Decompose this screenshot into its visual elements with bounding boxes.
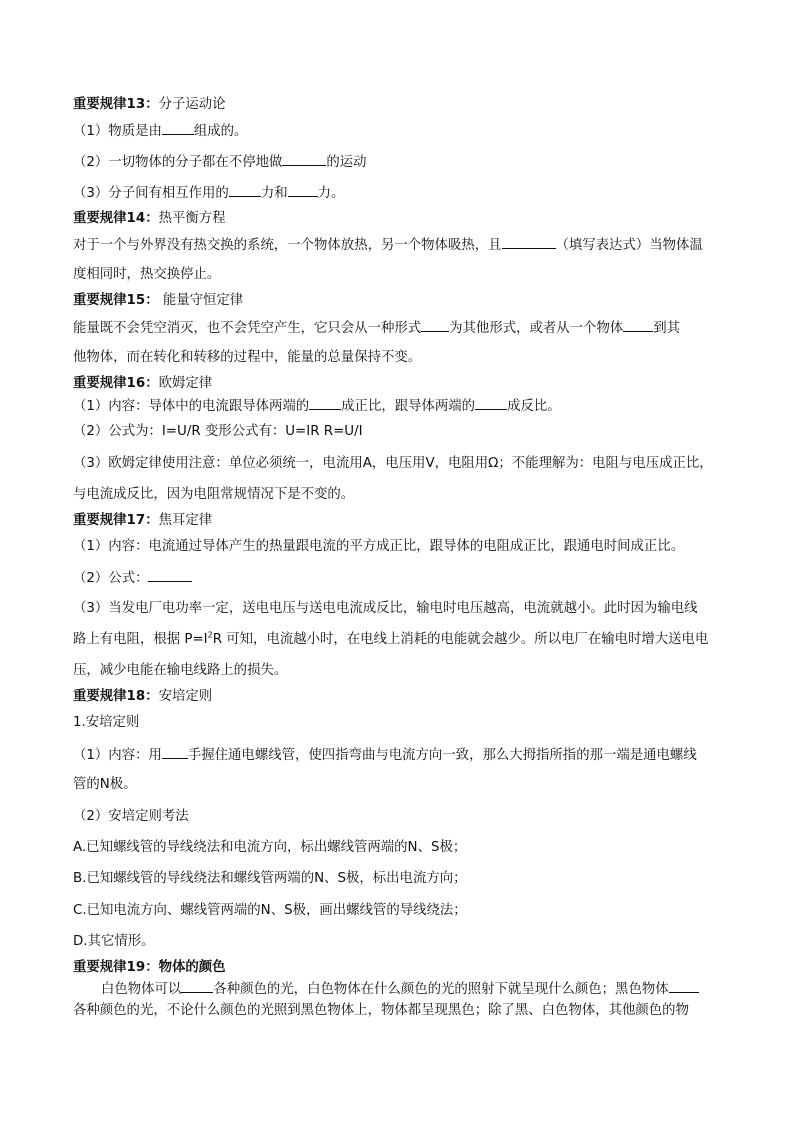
rule-19-heading: 重要规律19：物体的颜色	[73, 960, 226, 975]
fill-blank[interactable]	[282, 153, 326, 166]
fill-blank[interactable]	[148, 569, 192, 582]
rule-13-item-1: （1）物质是由 组成的。	[73, 124, 248, 139]
rule-17-item-3: （3）当发电厂电功率一定，送电电压与送电电流成反比，输电时电压越高，电流就越小。此时因为输电线	[73, 601, 698, 616]
rule-15-text: 能量既不会凭空消灭，也不会凭空产生，它只会从一种形式 为其他形式，或者从一个物体 到其	[73, 321, 681, 336]
rule-17-item-3-cont: 路上有电阻，根据 $P=I^2R$ 可知，电流越小时，在电线上消耗的电能就会越少。所以电厂在输电时增大送电电	[73, 630, 709, 647]
rule-13-heading: 重要规律13：分子运动论	[73, 97, 226, 112]
rule-17-item-1: （1）内容：电流通过导体产生的热量跟电流的平方成正比，跟导体的电阻成正比，跟通电时间成正比。	[73, 539, 685, 554]
rule-17-item-3-cont2: 压，减少电能在输电线路上的损失。	[73, 663, 288, 678]
rule-14-text-cont: 度相同时，热交换停止。	[73, 267, 221, 282]
fill-blank[interactable]	[669, 980, 699, 993]
rule-16-item-3: （3）欧姆定律使用注意：单位必须统一，电流用A，电压用V，电阻用Ω；不能理解为：电阻与电压成正比，	[73, 456, 713, 471]
rule-13-item-2: （2）一切物体的分子都在不停地做 的运动	[73, 155, 367, 170]
rule-17-item-2: （2）公式：	[73, 569, 192, 588]
rule-16-item-1: （1）内容：导体中的电流跟导体两端的 成正比，跟导体两端的 成反比。	[73, 399, 561, 414]
rule-18-item-1: （1）内容：用 手握住通电螺线管，使四指弯曲与电流方向一致，那么大拇指所指的那一端是通电螺线	[73, 748, 697, 763]
rule-14-text: 对于一个与外界没有热交换的系统，一个物体放热，另一个物体吸热，且 （填写表达式）当物体温	[73, 238, 703, 253]
rule-15-heading: 重要规律15： 能量守恒定律	[73, 293, 244, 308]
rule-18-heading: 重要规律18：安培定则	[73, 689, 213, 704]
fill-blank[interactable]	[229, 184, 261, 197]
rule-18-option-a: A.已知螺线管的导线绕法和电流方向，标出螺线管两端的N、S极；	[73, 840, 467, 855]
fill-blank[interactable]	[288, 184, 318, 197]
rule-14-heading: 重要规律14：热平衡方程	[73, 211, 226, 226]
fill-blank[interactable]	[181, 980, 213, 993]
rule-15-text-cont: 他物体，而在转化和转移的过程中，能量的总量保持不变。	[73, 350, 422, 365]
fill-blank[interactable]	[475, 397, 507, 410]
rule-16-heading: 重要规律16：欧姆定律	[73, 376, 213, 391]
fill-blank[interactable]	[421, 319, 449, 332]
rule-18-option-d: D.其它情形。	[73, 934, 155, 949]
rule-16-item-3-cont: 与电流成反比，因为电阻常规情况下是不变的。	[73, 487, 355, 502]
rule-18-subtitle: 1.安培定则	[73, 715, 140, 730]
rule-18-item-1-cont: 管的N极。	[73, 777, 137, 792]
rule-19-text-cont: 各种颜色的光，不论什么颜色的光照到黑色物体上，物体都呈现黑色；除了黑、白色物体，其他颜色的物	[73, 1003, 689, 1018]
rule-19-text: 白色物体可以 各种颜色的光，白色物体在什么颜色的光的照射下就呈现什么颜色；黑色物体	[101, 980, 699, 999]
rule-13-item-3: （3）分子间有相互作用的 力和 力。	[73, 186, 345, 201]
rule-18-item-2: （2）安培定则考法	[73, 809, 189, 824]
rule-18-option-b: B.已知螺线管的导线绕法和螺线管两端的N、S极，标出电流方向；	[73, 871, 467, 886]
rule-17-heading: 重要规律17：焦耳定律	[73, 513, 213, 528]
fill-blank[interactable]	[623, 319, 653, 332]
rule-16-item-2: （2）公式为：I=U/R 变形公式有：U=IR R=U/I	[73, 424, 363, 439]
fill-blank[interactable]	[309, 397, 341, 410]
rule-18-option-c: C.已知电流方向、螺线管两端的N、S极，画出螺线管的导线绕法；	[73, 903, 467, 918]
fill-blank[interactable]	[162, 746, 188, 759]
fill-blank[interactable]	[162, 122, 194, 135]
fill-blank[interactable]	[502, 236, 556, 249]
